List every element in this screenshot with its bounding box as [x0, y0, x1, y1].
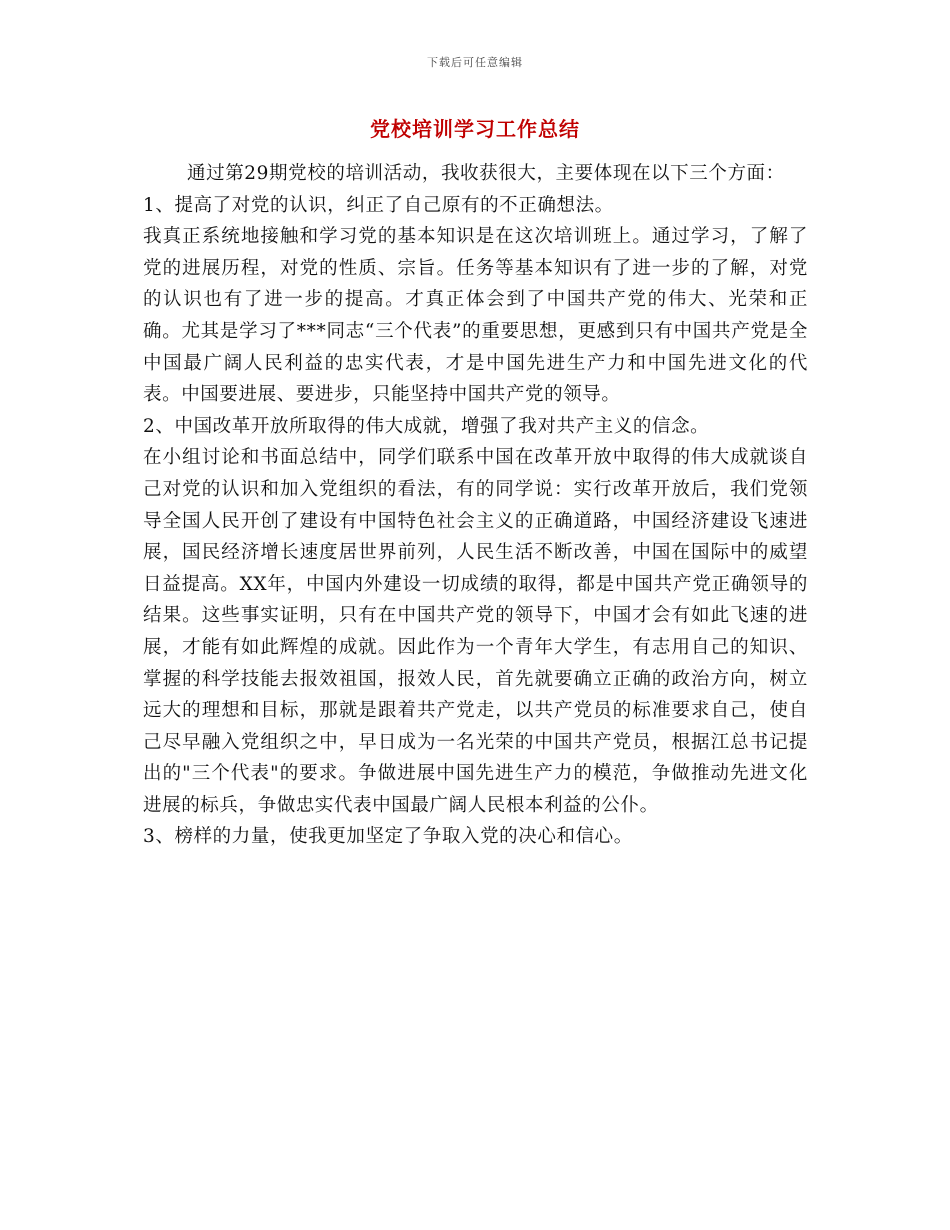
paragraph-body-1: 我真正系统地接触和学习党的基本知识是在这次培训班上。通过学习，了解了党的进展历程，对党的性质、宗旨。任务等基本知识有了进一步的了解，对党的认识也有了进一步的提高。才真正体会到了中国共产党的伟大、光荣和正确。尤其是学习了***同志“三个代表”的重要思想，更感到只有中国共产党是全中国最广阔人民利益的忠实代表，才是中国先进生产力和中国先进文化的代表。中国要进展、要进步，只能坚持中国共产党的领导。 [143, 226, 808, 406]
paragraph-heading-1: 1、提高了对党的认识，纠正了自己原有的不正确想法。 [143, 194, 614, 216]
header-note: 下载后可任意编辑 [427, 56, 523, 69]
document-body [143, 158, 808, 853]
paragraph-heading-2: 2、中国改革开放所取得的伟大成就，增强了我对共产主义的信念。 [143, 415, 710, 437]
paragraph-intro: 通过第29期党校的培训活动，我收获很大，主要体现在以下三个方面： [187, 163, 785, 184]
paragraph-body-2: 在小组讨论和书面总结中，同学们联系中国在改革开放中取得的伟大成就谈自己对党的认识和加入党组织的看法，有的同学说：实行改革开放后，我们党领导全国人民开创了建设有中国特色社会主义的正确道路，中国经济建设飞速进展，国民经济增长速度居世界前列，人民生活不断改善，中国在国际中的威望日益提高。XX年，中国内外建设一切成绩的取得，都是中国共产党正确领导的结果。这些事实证明，只有在中国共产党的领导下，中国才会有如此飞速的进展，才能有如此辉煌的成就。因此作为一个青年大学生，有志用自己的知识、掌握的科学技能去报效祖国，报效人民，首先就要确立正确的政治方向，树立远大的理想和目标，那就是跟着共产党走，以共产党员的标准要求自己，使自己尽早融入党组织之中，早日成为一名光荣的中国共产党员，根据江总书记提出的"三个代表"的要求。争做进展中国先进生产力的模范，争做推动先进文化进展的标兵，争做忠实代表中国最广阔人民根本利益的公仆。 [143, 447, 808, 816]
document-title: 党校培训学习工作总结 [370, 117, 580, 141]
paragraph-heading-3: 3、榜样的力量，使我更加坚定了争取入党的决心和信心。 [143, 826, 633, 848]
